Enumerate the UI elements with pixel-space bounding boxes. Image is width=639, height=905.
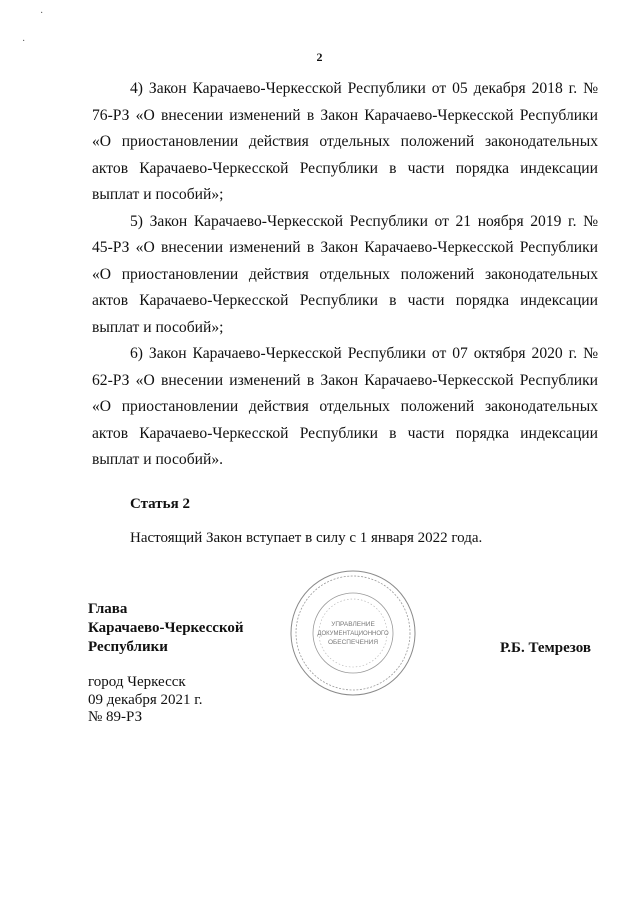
svg-text:ОБЕСПЕЧЕНИЯ: ОБЕСПЕЧЕНИЯ [327, 639, 379, 646]
signature-title-line: Республики [88, 639, 168, 655]
item-text-2: 5) Закон Карачаево-Черкесской Республики от 21 ноября 2019 г. № 45-РЗ «О внесении изменений в Закон Карачаево-Черкесской Республики «О приостановлении действия отдельных положений законодательных актов Карачаево-Черкесской Республики в части порядка индексации выплат и пособий»; [92, 212, 598, 336]
place-date-number [88, 674, 203, 727]
signature-title-line: Глава [88, 601, 128, 617]
list-item [92, 341, 598, 474]
scan-speck: · [40, 8, 44, 19]
city: город Черкесск [88, 674, 186, 690]
official-seal-stamp [288, 568, 418, 698]
article-2 [130, 494, 482, 548]
list-item [92, 209, 598, 342]
signature-title [88, 600, 244, 657]
page-number: 2 [316, 50, 323, 64]
law-number: № 89-РЗ [88, 709, 143, 725]
date: 09 декабря 2021 г. [88, 691, 203, 708]
svg-text:УПРАВЛЕНИЕ: УПРАВЛЕНИЕ [331, 621, 375, 628]
list-item [92, 76, 598, 209]
item-text-1: 4) Закон Карачаево-Черкесской Республики от 05 декабря 2018 г. № 76-РЗ «О внесении изменений в Закон Карачаево-Черкесской Республики «О приостановлении действия отдельных положений законодательных актов Карачаево-Черкесской Республики в части порядка индексации выплат и пособий»; [92, 80, 598, 203]
signature-title-line: Карачаево-Черкесской [88, 620, 244, 636]
svg-text:ДОКУМЕНТАЦИОННОГО: ДОКУМЕНТАЦИОННОГО [317, 631, 389, 637]
article-title: Статья 2 [130, 496, 190, 512]
article-text: Настоящий Закон вступает в силу с 1 января 2022 года. [130, 530, 483, 546]
scan-speck: · [22, 36, 26, 47]
signer-name: Р.Б. Темрезов [500, 640, 591, 656]
law-list [92, 76, 598, 474]
item-text-3: 6) Закон Карачаево-Черкесской Республики от 07 октября 2020 г. № 62-РЗ «О внесении изменений в Закон Карачаево-Черкесской Республики «О приостановлении действия отдельных положений законодательных актов Карачаево-Черкесской Республики в части порядка индексации выплат и пособий». [92, 345, 598, 468]
